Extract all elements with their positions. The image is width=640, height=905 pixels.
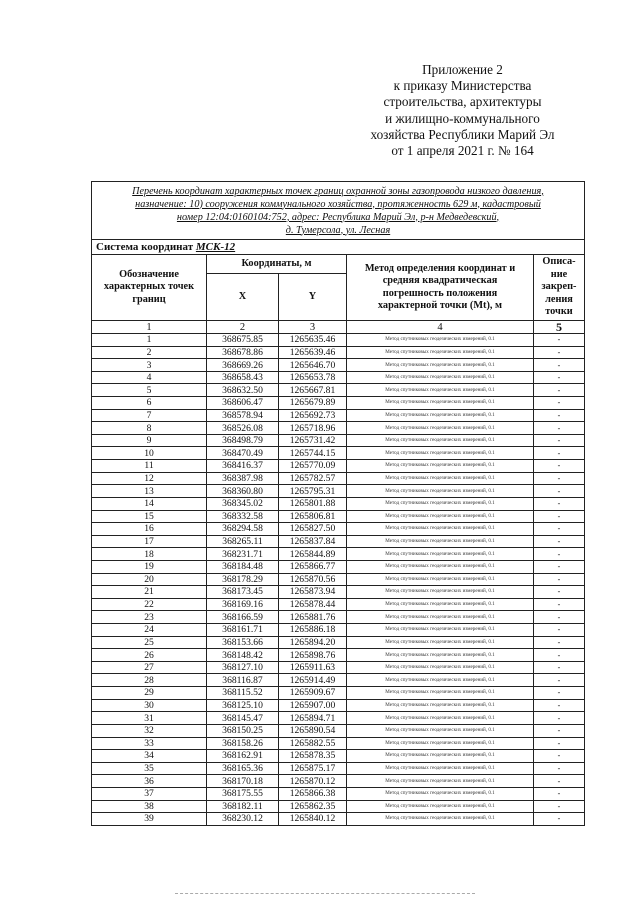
method-cell: Метод спутниковых геодезических измерений, 0.1 (347, 523, 534, 536)
x-coordinate-cell: 368148.42 (207, 649, 279, 662)
x-coordinate-cell: 368158.26 (207, 737, 279, 750)
method-cell: Метод спутниковых геодезических измерений, 0.1 (347, 787, 534, 800)
header-text: Описа- (542, 256, 576, 268)
method-cell: Метод спутниковых геодезических измерений, 0.1 (347, 649, 534, 662)
y-coordinate-cell: 1265639.46 (279, 346, 347, 359)
description-cell: - (534, 624, 585, 637)
table-row (92, 636, 585, 649)
description-cell: - (534, 371, 585, 384)
x-coordinate-cell: 368127.10 (207, 661, 279, 674)
description-cell: - (534, 535, 585, 548)
table-row (92, 434, 585, 447)
y-coordinate-cell: 1265827.50 (279, 523, 347, 536)
x-coordinate-cell: 368632.50 (207, 384, 279, 397)
table-row (92, 762, 585, 775)
x-coordinate-cell: 368169.16 (207, 598, 279, 611)
point-number-cell: 20 (92, 573, 207, 586)
method-cell: Метод спутниковых геодезических измерений, 0.1 (347, 359, 534, 372)
description-cell: - (534, 661, 585, 674)
point-number-cell: 21 (92, 586, 207, 599)
point-number-cell: 31 (92, 712, 207, 725)
table-row (92, 674, 585, 687)
table-row (92, 371, 585, 384)
y-coordinate-cell: 1265911.63 (279, 661, 347, 674)
x-coordinate-cell: 368116.87 (207, 674, 279, 687)
x-coordinate-cell: 368416.37 (207, 460, 279, 473)
x-coordinate-cell: 368332.58 (207, 510, 279, 523)
y-coordinate-cell: 1265866.77 (279, 560, 347, 573)
description-cell: - (534, 409, 585, 422)
method-cell: Метод спутниковых геодезических измерений, 0.1 (347, 510, 534, 523)
method-cell: Метод спутниковых геодезических измерений, 0.1 (347, 598, 534, 611)
column-number: 2 (207, 321, 279, 334)
y-coordinate-cell: 1265692.73 (279, 409, 347, 422)
description-cell: - (534, 523, 585, 536)
table-row (92, 359, 585, 372)
point-number-cell: 39 (92, 813, 207, 826)
table-row (92, 560, 585, 573)
x-coordinate-cell: 368150.25 (207, 724, 279, 737)
header-x: X (207, 274, 279, 321)
y-coordinate-cell: 1265782.57 (279, 472, 347, 485)
method-cell: Метод спутниковых геодезических измерений, 0.1 (347, 447, 534, 460)
y-coordinate-cell: 1265909.67 (279, 687, 347, 700)
method-cell: Метод спутниковых геодезических измерений, 0.1 (347, 687, 534, 700)
description-cell: - (534, 649, 585, 662)
header-text: средняя квадратическая (382, 275, 498, 286)
point-number-cell: 25 (92, 636, 207, 649)
point-number-cell: 15 (92, 510, 207, 523)
x-coordinate-cell: 368184.48 (207, 560, 279, 573)
y-coordinate-cell: 1265801.88 (279, 497, 347, 510)
description-cell: - (534, 548, 585, 561)
method-cell: Метод спутниковых геодезических измерений, 0.1 (347, 712, 534, 725)
description-cell: - (534, 775, 585, 788)
x-coordinate-cell: 368115.52 (207, 687, 279, 700)
y-coordinate-cell: 1265718.96 (279, 422, 347, 435)
method-cell: Метод спутниковых геодезических измерений, 0.1 (347, 334, 534, 347)
caption-line: назначение: 10) сооружения коммунального хозяйства, протяженность 629 м, кадастровый (135, 198, 541, 210)
appendix-heading (355, 62, 570, 159)
point-number-cell: 16 (92, 523, 207, 536)
appendix-line: Приложение 2 (422, 62, 503, 77)
method-cell: Метод спутниковых геодезических измерений, 0.1 (347, 661, 534, 674)
method-cell: Метод спутниковых геодезических измерений, 0.1 (347, 775, 534, 788)
point-number-cell: 35 (92, 762, 207, 775)
method-cell: Метод спутниковых геодезических измерений, 0.1 (347, 535, 534, 548)
table-row (92, 422, 585, 435)
description-cell: - (534, 447, 585, 460)
point-number-cell: 30 (92, 699, 207, 712)
header-designation (92, 255, 207, 321)
description-cell: - (534, 750, 585, 763)
y-coordinate-cell: 1265806.81 (279, 510, 347, 523)
x-coordinate-cell: 368182.11 (207, 800, 279, 813)
header-text: закреп- (541, 281, 577, 293)
x-coordinate-cell: 368161.71 (207, 624, 279, 637)
description-cell: - (534, 334, 585, 347)
x-coordinate-cell: 368498.79 (207, 434, 279, 447)
table-row (92, 523, 585, 536)
point-number-cell: 5 (92, 384, 207, 397)
column-number: 3 (279, 321, 347, 334)
method-cell: Метод спутниковых геодезических измерений, 0.1 (347, 460, 534, 473)
point-number-cell: 33 (92, 737, 207, 750)
description-cell: - (534, 472, 585, 485)
y-coordinate-cell: 1265844.89 (279, 548, 347, 561)
description-cell: - (534, 485, 585, 498)
header-text: характерных точек (103, 281, 195, 293)
y-coordinate-cell: 1265875.17 (279, 762, 347, 775)
method-cell: Метод спутниковых геодезических измерений, 0.1 (347, 548, 534, 561)
description-cell: - (534, 787, 585, 800)
header-y: Y (279, 274, 347, 321)
x-coordinate-cell: 368658.43 (207, 371, 279, 384)
description-cell: - (534, 586, 585, 599)
description-cell: - (534, 560, 585, 573)
y-coordinate-cell: 1265866.38 (279, 787, 347, 800)
x-coordinate-cell: 368360.80 (207, 485, 279, 498)
method-cell: Метод спутниковых геодезических измерений, 0.1 (347, 434, 534, 447)
description-cell: - (534, 573, 585, 586)
method-cell: Метод спутниковых геодезических измерений, 0.1 (347, 371, 534, 384)
coordinate-system (92, 240, 585, 255)
y-coordinate-cell: 1265679.89 (279, 397, 347, 410)
method-cell: Метод спутниковых геодезических измерений, 0.1 (347, 800, 534, 813)
x-coordinate-cell: 368178.29 (207, 573, 279, 586)
header-text: точки (545, 306, 573, 318)
method-cell: Метод спутниковых геодезических измерений, 0.1 (347, 750, 534, 763)
method-cell: Метод спутниковых геодезических измерений, 0.1 (347, 384, 534, 397)
x-coordinate-cell: 368606.47 (207, 397, 279, 410)
table-row (92, 472, 585, 485)
table-row (92, 699, 585, 712)
description-cell: - (534, 800, 585, 813)
description-cell: - (534, 636, 585, 649)
method-cell: Метод спутниковых геодезических измерений, 0.1 (347, 636, 534, 649)
caption-line: д. Тумерсола, ул. Лесная (285, 224, 391, 236)
point-number-cell: 1 (92, 334, 207, 347)
description-cell: - (534, 611, 585, 624)
appendix-line: от 1 апреля 2021 г. № 164 (391, 143, 534, 159)
x-coordinate-cell: 368162.91 (207, 750, 279, 763)
appendix-line: строительства, архитектуры (383, 94, 542, 110)
method-cell: Метод спутниковых геодезических измерений, 0.1 (347, 573, 534, 586)
x-coordinate-cell: 368165.36 (207, 762, 279, 775)
y-coordinate-cell: 1265870.56 (279, 573, 347, 586)
description-cell: - (534, 460, 585, 473)
y-coordinate-cell: 1265881.76 (279, 611, 347, 624)
y-coordinate-cell: 1265890.54 (279, 724, 347, 737)
page-bottom-line (175, 893, 475, 895)
table-row (92, 712, 585, 725)
y-coordinate-cell: 1265878.44 (279, 598, 347, 611)
method-cell: Метод спутниковых геодезических измерений, 0.1 (347, 724, 534, 737)
point-number-cell: 9 (92, 434, 207, 447)
description-cell: - (534, 422, 585, 435)
table-row (92, 334, 585, 347)
point-number-cell: 11 (92, 460, 207, 473)
point-number-cell: 14 (92, 497, 207, 510)
point-number-cell: 12 (92, 472, 207, 485)
point-number-cell: 32 (92, 724, 207, 737)
description-cell: - (534, 397, 585, 410)
y-coordinate-cell: 1265840.12 (279, 813, 347, 826)
y-coordinate-cell: 1265653.78 (279, 371, 347, 384)
y-coordinate-cell: 1265907.00 (279, 699, 347, 712)
table-row (92, 384, 585, 397)
coordinate-system-label: Система координат (96, 240, 194, 253)
table-row (92, 346, 585, 359)
table-row (92, 535, 585, 548)
appendix-line: хозяйства Республики Марий Эл (370, 126, 555, 142)
y-coordinate-cell: 1265870.12 (279, 775, 347, 788)
column-number: 1 (92, 321, 207, 334)
x-coordinate-cell: 368578.94 (207, 409, 279, 422)
x-coordinate-cell: 368230.12 (207, 813, 279, 826)
description-cell: - (534, 598, 585, 611)
point-number-cell: 23 (92, 611, 207, 624)
x-coordinate-cell: 368265.11 (207, 535, 279, 548)
table-row (92, 775, 585, 788)
x-coordinate-cell: 368675.85 (207, 334, 279, 347)
point-number-cell: 17 (92, 535, 207, 548)
point-number-cell: 8 (92, 422, 207, 435)
description-cell: - (534, 687, 585, 700)
table-row (92, 497, 585, 510)
method-cell: Метод спутниковых геодезических измерений, 0.1 (347, 586, 534, 599)
x-coordinate-cell: 368170.18 (207, 775, 279, 788)
table-row (92, 737, 585, 750)
description-cell: - (534, 510, 585, 523)
method-cell: Метод спутниковых геодезических измерений, 0.1 (347, 762, 534, 775)
method-cell: Метод спутниковых геодезических измерений, 0.1 (347, 346, 534, 359)
point-number-cell: 19 (92, 560, 207, 573)
y-coordinate-cell: 1265886.18 (279, 624, 347, 637)
table-row (92, 813, 585, 826)
point-number-cell: 10 (92, 447, 207, 460)
description-cell: - (534, 384, 585, 397)
description-cell: - (534, 762, 585, 775)
table-row (92, 724, 585, 737)
table-row (92, 598, 585, 611)
y-coordinate-cell: 1265646.70 (279, 359, 347, 372)
table-row (92, 447, 585, 460)
description-cell: - (534, 359, 585, 372)
y-coordinate-cell: 1265873.94 (279, 586, 347, 599)
table-row (92, 750, 585, 763)
header-text: ления (545, 293, 573, 305)
y-coordinate-cell: 1265862.35 (279, 800, 347, 813)
method-cell: Метод спутниковых геодезических измерений, 0.1 (347, 737, 534, 750)
point-number-cell: 2 (92, 346, 207, 359)
point-number-cell: 6 (92, 397, 207, 410)
point-number-cell: 13 (92, 485, 207, 498)
y-coordinate-cell: 1265894.20 (279, 636, 347, 649)
y-coordinate-cell: 1265635.46 (279, 334, 347, 347)
method-cell: Метод спутниковых геодезических измерений, 0.1 (347, 409, 534, 422)
x-coordinate-cell: 368345.02 (207, 497, 279, 510)
x-coordinate-cell: 368387.98 (207, 472, 279, 485)
table-row (92, 586, 585, 599)
header-text: характерной точки (Mt), м (377, 300, 503, 311)
header-text: границ (132, 293, 166, 305)
x-coordinate-cell: 368173.45 (207, 586, 279, 599)
x-coordinate-cell: 368526.08 (207, 422, 279, 435)
method-cell: Метод спутниковых геодезических измерений, 0.1 (347, 624, 534, 637)
y-coordinate-cell: 1265667.81 (279, 384, 347, 397)
table-row (92, 573, 585, 586)
y-coordinate-cell: 1265882.55 (279, 737, 347, 750)
x-coordinate-cell: 368669.26 (207, 359, 279, 372)
table-row (92, 624, 585, 637)
point-number-cell: 27 (92, 661, 207, 674)
header-coordinates: Координаты, м (207, 255, 347, 274)
description-cell: - (534, 434, 585, 447)
x-coordinate-cell: 368678.86 (207, 346, 279, 359)
y-coordinate-cell: 1265795.31 (279, 485, 347, 498)
description-cell: - (534, 712, 585, 725)
caption-line: номер 12:04:0160104:752, адрес: Республика Марий Эл, р-н Медведевский, (176, 211, 500, 223)
description-cell: - (534, 674, 585, 687)
y-coordinate-cell: 1265731.42 (279, 434, 347, 447)
header-method (347, 255, 534, 321)
x-coordinate-cell: 368231.71 (207, 548, 279, 561)
table-row (92, 548, 585, 561)
x-coordinate-cell: 368125.10 (207, 699, 279, 712)
header-text: ние (550, 268, 568, 280)
y-coordinate-cell: 1265744.15 (279, 447, 347, 460)
table-row (92, 611, 585, 624)
point-number-cell: 38 (92, 800, 207, 813)
x-coordinate-cell: 368145.47 (207, 712, 279, 725)
x-coordinate-cell: 368175.55 (207, 787, 279, 800)
method-cell: Метод спутниковых геодезических измерений, 0.1 (347, 611, 534, 624)
method-cell: Метод спутниковых геодезических измерений, 0.1 (347, 472, 534, 485)
column-numbers-row (92, 321, 585, 334)
method-cell: Метод спутниковых геодезических измерений, 0.1 (347, 497, 534, 510)
x-coordinate-cell: 368470.49 (207, 447, 279, 460)
table-row (92, 397, 585, 410)
appendix-line: и жилищно-коммунального (385, 110, 540, 126)
point-number-cell: 36 (92, 775, 207, 788)
point-number-cell: 3 (92, 359, 207, 372)
column-number: 4 (347, 321, 534, 334)
header-text: Обозначение (119, 268, 179, 280)
appendix-line: к приказу Министерства (393, 78, 532, 94)
point-number-cell: 22 (92, 598, 207, 611)
y-coordinate-cell: 1265898.76 (279, 649, 347, 662)
method-cell: Метод спутниковых геодезических измерений, 0.1 (347, 397, 534, 410)
description-cell: - (534, 724, 585, 737)
column-number: 5 (534, 321, 585, 334)
table-row (92, 787, 585, 800)
y-coordinate-cell: 1265837.84 (279, 535, 347, 548)
table-row (92, 687, 585, 700)
point-number-cell: 4 (92, 371, 207, 384)
method-cell: Метод спутниковых геодезических измерений, 0.1 (347, 699, 534, 712)
method-cell: Метод спутниковых геодезических измерений, 0.1 (347, 674, 534, 687)
header-text: погрешность положения (382, 287, 498, 299)
table-row (92, 661, 585, 674)
point-number-cell: 37 (92, 787, 207, 800)
table-row (92, 649, 585, 662)
table-caption (92, 182, 585, 240)
table-row (92, 485, 585, 498)
description-cell: - (534, 737, 585, 750)
description-cell: - (534, 497, 585, 510)
header-description (534, 255, 585, 321)
method-cell: Метод спутниковых геодезических измерений, 0.1 (347, 485, 534, 498)
x-coordinate-cell: 368294.58 (207, 523, 279, 536)
coordinates-table (91, 181, 585, 826)
point-number-cell: 24 (92, 624, 207, 637)
y-coordinate-cell: 1265770.09 (279, 460, 347, 473)
point-number-cell: 26 (92, 649, 207, 662)
method-cell: Метод спутниковых геодезических измерений, 0.1 (347, 422, 534, 435)
point-number-cell: 18 (92, 548, 207, 561)
coordinate-system-name: МСК-12 (195, 240, 236, 253)
method-cell: Метод спутниковых геодезических измерений, 0.1 (347, 813, 534, 826)
y-coordinate-cell: 1265914.49 (279, 674, 347, 687)
table-row (92, 460, 585, 473)
description-cell: - (534, 813, 585, 826)
x-coordinate-cell: 368166.59 (207, 611, 279, 624)
caption-line: Перечень координат характерных точек границ охранной зоны газопровода низкого давления, (132, 185, 544, 197)
x-coordinate-cell: 368153.66 (207, 636, 279, 649)
description-cell: - (534, 346, 585, 359)
point-number-cell: 29 (92, 687, 207, 700)
table-row (92, 510, 585, 523)
description-cell: - (534, 699, 585, 712)
point-number-cell: 28 (92, 674, 207, 687)
point-number-cell: 34 (92, 750, 207, 763)
table-row (92, 409, 585, 422)
y-coordinate-cell: 1265878.35 (279, 750, 347, 763)
header-text: Метод определения координат и (364, 262, 516, 274)
point-number-cell: 7 (92, 409, 207, 422)
table-row (92, 800, 585, 813)
method-cell: Метод спутниковых геодезических измерений, 0.1 (347, 560, 534, 573)
y-coordinate-cell: 1265894.71 (279, 712, 347, 725)
